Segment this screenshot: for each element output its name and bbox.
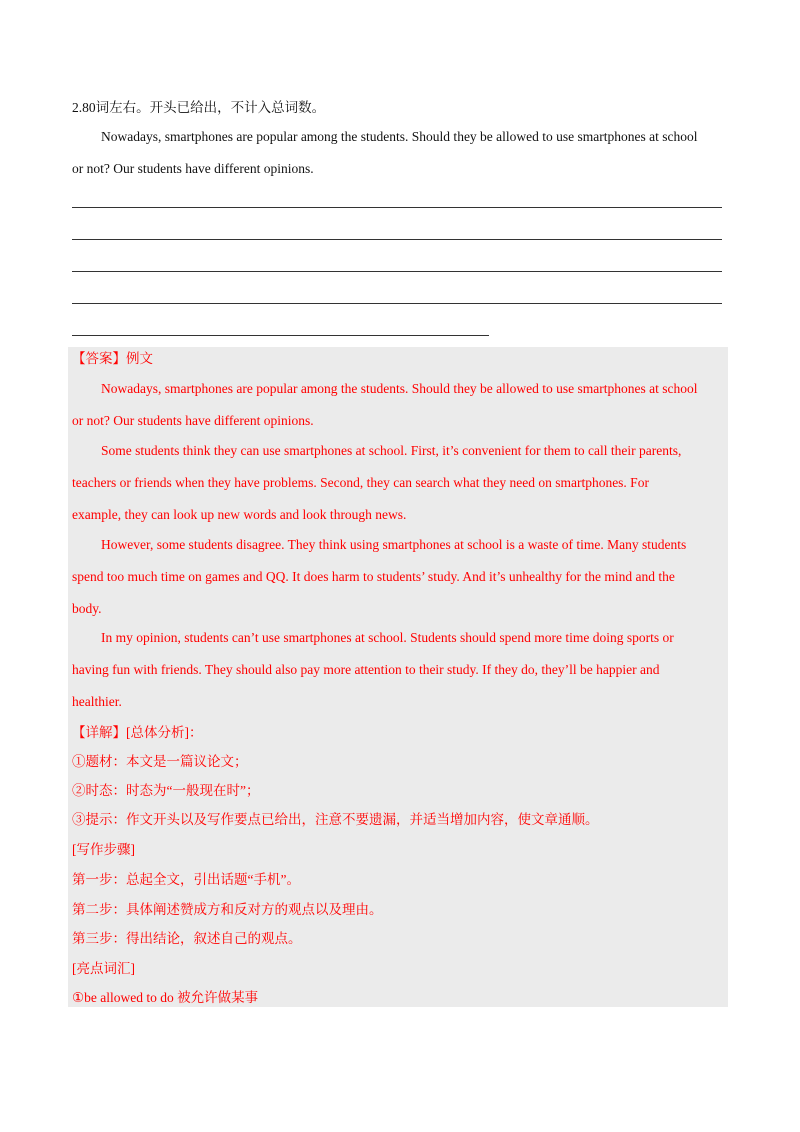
step-3: 第三步：得出结论，叙述自己的观点。 bbox=[72, 931, 302, 946]
vocab-item-1: ①be allowed to do 被允许做某事 bbox=[72, 990, 259, 1005]
steps-header: [写作步骤] bbox=[72, 842, 135, 857]
answer-p4-line2: having fun with friends. They should also pay more attention to their study. If they do, they’ll be happier and bbox=[72, 662, 660, 677]
step-1: 第一步：总起全文，引出话题“手机”。 bbox=[72, 872, 300, 887]
answer-p4-line1: In my opinion, students can’t use smartphones at school. Students should spend more time doing sports or bbox=[101, 630, 674, 645]
answer-p3-line2: spend too much time on games and QQ. It does harm to students’ study. And it’s unhealthy for the mind and the bbox=[72, 569, 675, 584]
question-instruction: 2.80词左右。开头已给出，不计入总词数。 bbox=[72, 100, 326, 115]
explanation-item-3: ③提示：作文开头以及写作要点已给出，注意不要遗漏，并适当增加内容，使文章通顺。 bbox=[72, 812, 599, 827]
writing-line bbox=[72, 303, 722, 304]
writing-line bbox=[72, 207, 722, 208]
prompt-line-1: Nowadays, smartphones are popular among the students. Should they be allowed to use smartphones at school bbox=[101, 129, 698, 144]
explanation-item-1: ①题材：本文是一篇议论文； bbox=[72, 754, 248, 769]
answer-p4-line3: healthier. bbox=[72, 694, 122, 709]
writing-line bbox=[72, 239, 722, 240]
vocab-header: [亮点词汇] bbox=[72, 961, 135, 976]
prompt-line-2: or not? Our students have different opinions. bbox=[72, 161, 314, 176]
answer-p1-line2: or not? Our students have different opinions. bbox=[72, 413, 314, 428]
answer-header: 【答案】例文 bbox=[72, 351, 153, 366]
explanation-header: 【详解】[总体分析]： bbox=[72, 725, 203, 740]
step-2: 第二步：具体阐述赞成方和反对方的观点以及理由。 bbox=[72, 902, 383, 917]
answer-p2-line1: Some students think they can use smartphones at school. First, it’s convenient for them to call their parents, bbox=[101, 443, 682, 458]
answer-p2-line2: teachers or friends when they have problems. Second, they can search what they need on smartphones. For bbox=[72, 475, 649, 490]
explanation-item-2: ②时态：时态为“一般现在时”； bbox=[72, 783, 260, 798]
answer-p2-line3: example, they can look up new words and look through news. bbox=[72, 507, 407, 522]
writing-line bbox=[72, 271, 722, 272]
answer-p3-line3: body. bbox=[72, 601, 102, 616]
answer-p1-line1: Nowadays, smartphones are popular among the students. Should they be allowed to use smartphones at school bbox=[101, 381, 698, 396]
writing-line bbox=[72, 335, 489, 336]
answer-p3-line1: However, some students disagree. They think using smartphones at school is a waste of time. Many students bbox=[101, 537, 687, 552]
